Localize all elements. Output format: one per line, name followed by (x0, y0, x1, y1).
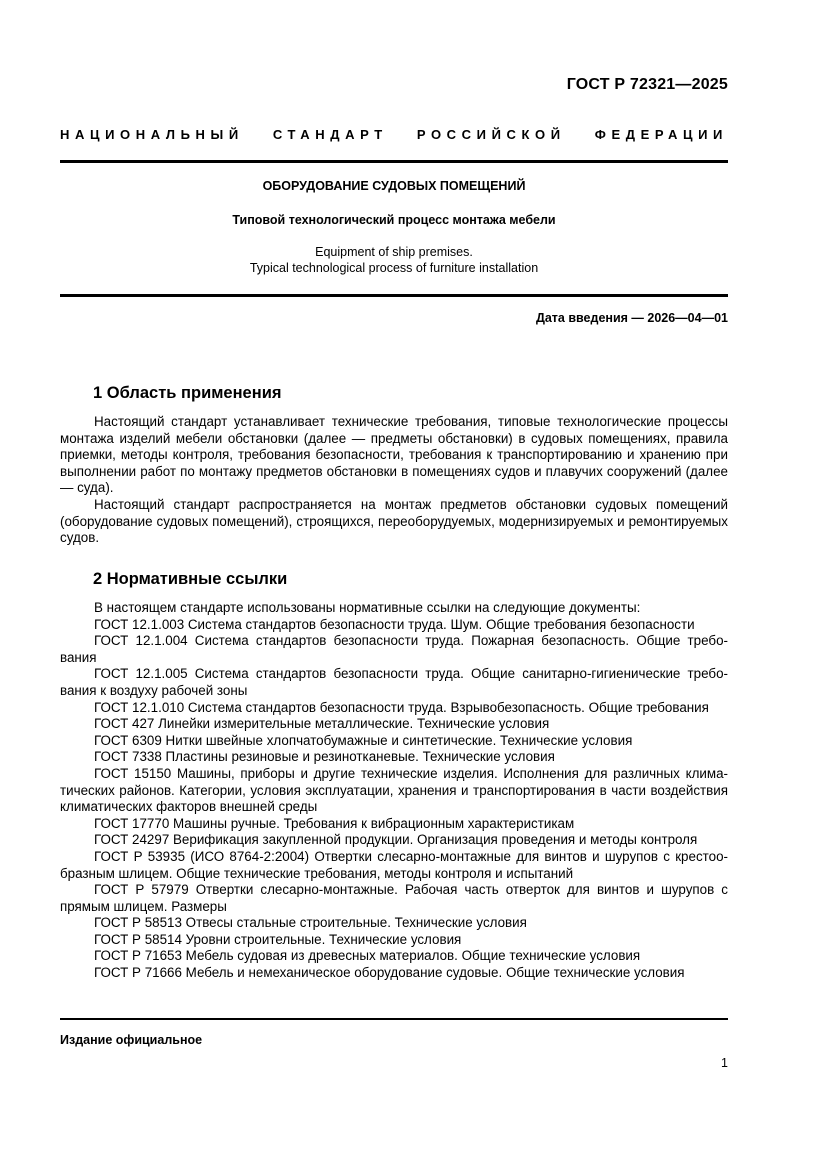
reference-item: ГОСТ 12.1.010 Система стандартов безопасности труда. Взрывобезопасность. Общие требования (94, 699, 709, 715)
footer-divider (60, 1018, 728, 1020)
reference-item: ГОСТ 15150 Машины, приборы и другие технические изделия. Исполнения для различных климатических районов. Категории, условия эксплуатации, хранения и транспортирования в части воздействия климатических факторов внешней среды (60, 765, 728, 815)
reference-item: ГОСТ 17770 Машины ручные. Требования к вибрационным характеристикам (94, 815, 575, 831)
reference-item: ГОСТ Р 58514 Уровни строительные. Технические условия (94, 931, 462, 947)
english-title-line-1: Equipment of ship premises. (315, 245, 473, 259)
document-title: ОБОРУДОВАНИЕ СУДОВЫХ ПОМЕЩЕНИЙ (262, 179, 526, 193)
reference-item: ГОСТ 7338 Пластины резиновые и резинотканевые. Технические условия (94, 749, 555, 765)
section-scope (60, 383, 728, 547)
document-code: ГОСТ Р 72321—2025 (566, 76, 728, 93)
paragraph: Настоящий стандарт распространяется на монтаж предметов обстановки судовых помещений (оборудование судовых помещений), строящихся, переоборудуемых, модернизируемых и ремонтируемых судов. (60, 496, 728, 546)
reference-item: ГОСТ Р 58513 Отвесы стальные строительные. Технические условия (94, 915, 527, 931)
document-subtitle: Типовой технологический процесс монтажа мебели (232, 213, 556, 227)
reference-item: ГОСТ Р 57979 Отвертки слесарно-монтажные. Рабочая часть отверток для винтов и шурупов с прямым шлицем. Размеры (60, 882, 728, 914)
top-divider (60, 160, 728, 163)
reference-item: ГОСТ Р 53935 (ИСО 8764-2:2004) Отвертки слесарно-монтажные для винтов и шурупов с крестообразным шлицем. Общие технические требования, методы контроля и испытаний (60, 848, 728, 881)
section-heading: 1 Область применения (93, 384, 282, 402)
reference-item: ГОСТ 427 Линейки измерительные металлические. Технические условия (94, 716, 550, 732)
national-standard-heading: НАЦИОНАЛЬНЫЙ СТАНДАРТ РОССИЙСКОЙ ФЕДЕРАЦИИ (60, 127, 728, 142)
reference-item: ГОСТ Р 71666 Мебель и немеханическое оборудование судовые. Общие технические условия (94, 965, 685, 981)
page-number: 1 (721, 1056, 728, 1070)
paragraph: Настоящий стандарт устанавливает технические требования, типовые технологические процессы монтажа изделий мебели обстановки (далее — предметы обстановки) в судовых помещениях, правила приемки, методы контроля, требования безопасности, требования к транспортированию и хранению при выполнении работ по монтажу предметов обстановки в помещениях судов и плавучих сооружений (далее — суда). (60, 414, 728, 496)
title-divider (60, 294, 728, 297)
section-normative-references (60, 569, 728, 982)
reference-item: ГОСТ Р 71653 Мебель судовая из древесных материалов. Общие технические условия (94, 948, 641, 964)
reference-item: ГОСТ 6309 Нитки швейные хлопчатобумажные и синтетические. Технические условия (94, 732, 633, 748)
introduction-date: Дата введения — 2026—04—01 (535, 311, 728, 325)
reference-item: ГОСТ 12.1.005 Система стандартов безопасности труда. Общие санитарно-гигиенические требования к воздуху рабочей зоны (60, 666, 728, 698)
english-title (60, 244, 728, 276)
reference-item: ГОСТ 12.1.003 Система стандартов безопасности труда. Шум. Общие требования безопасности (94, 616, 695, 632)
english-title-line-2: Typical technological process of furniture installation (249, 261, 539, 275)
section-heading: 2 Нормативные ссылки (93, 570, 288, 588)
reference-item: ГОСТ 24297 Верификация закупленной продукции. Организация проведения и методы контроля (94, 832, 698, 848)
official-edition-label: Издание официальное (60, 1033, 203, 1047)
reference-item: ГОСТ 12.1.004 Система стандартов безопасности труда. Пожарная безопасность. Общие требования (60, 633, 728, 665)
paragraph: В настоящем стандарте использованы нормативные ссылки на следующие документы: (94, 600, 641, 615)
